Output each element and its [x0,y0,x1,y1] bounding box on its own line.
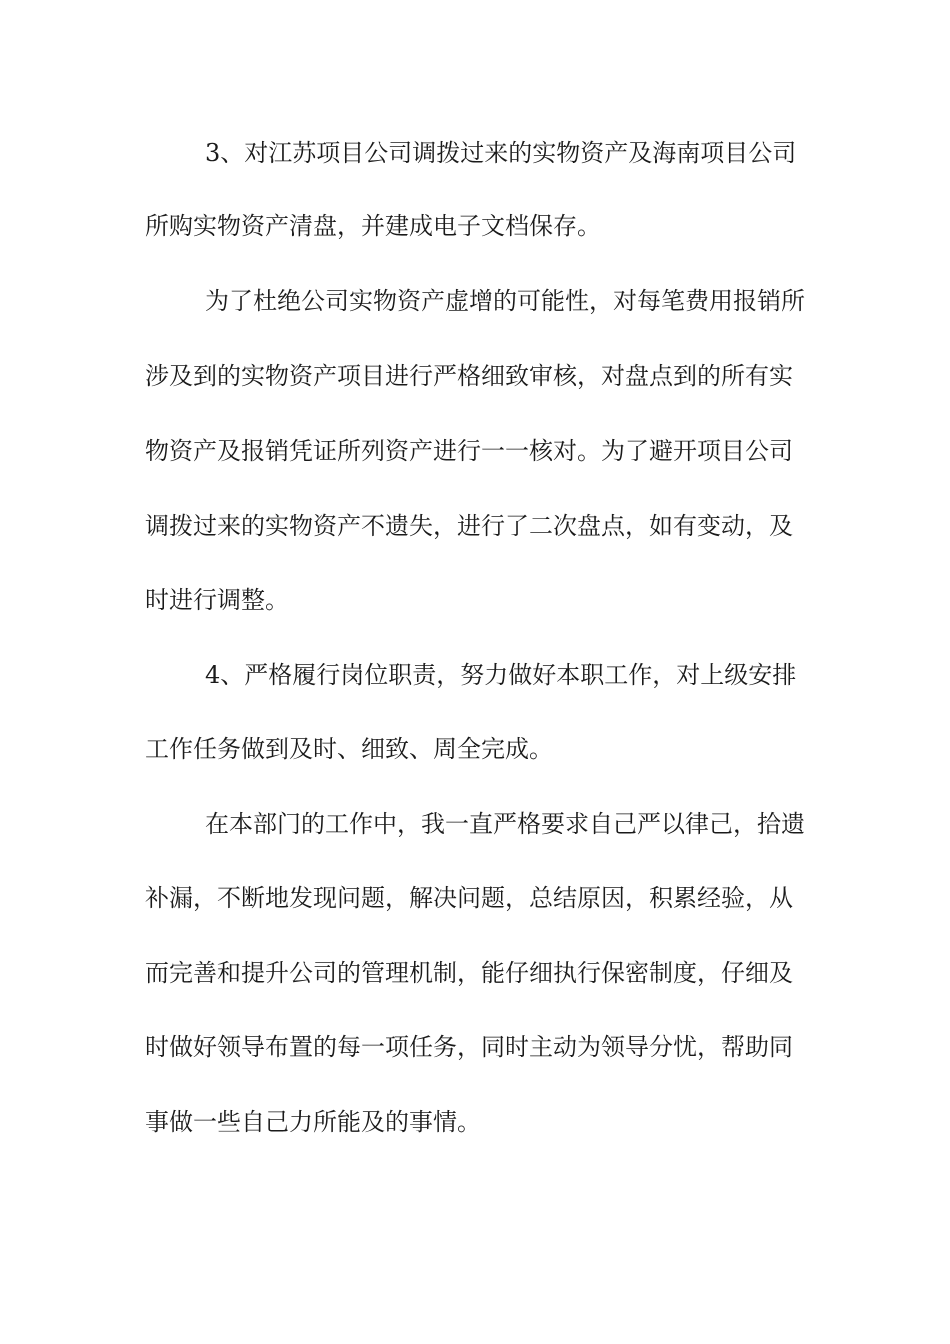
paragraph-2-line-5: 时进行调整。 [145,586,289,614]
paragraph-3-line-2: 工作任务做到及时、细致、周全完成。 [145,735,553,763]
paragraph-4-line-3: 而完善和提升公司的管理机制，能仔细执行保密制度，仔细及 [145,959,793,987]
paragraph-2-line-4: 调拨过来的实物资产不遗失，进行了二次盘点，如有变动，及 [145,512,793,540]
paragraph-2-line-1: 为了杜绝公司实物资产虚增的可能性，对每笔费用报销所 [205,287,805,315]
paragraph-4-line-1: 在本部门的工作中，我一直严格要求自己严以律己，拾遗 [205,810,805,838]
paragraph-1-line-2: 所购实物资产清盘，并建成电子文档保存。 [145,212,601,240]
paragraph-1-line-1: 3、对江苏项目公司调拨过来的实物资产及海南项目公司 [205,139,797,167]
paragraph-2-line-3: 物资产及报销凭证所列资产进行一一核对。为了避开项目公司 [145,437,793,465]
paragraph-3-line-1: 4、严格履行岗位职责，努力做好本职工作，对上级安排 [205,661,797,689]
paragraph-4-line-2: 补漏，不断地发现问题，解决问题，总结原因，积累经验，从 [145,884,793,912]
paragraph-4-line-5: 事做一些自己力所能及的事情。 [145,1108,481,1136]
paragraph-2-line-2: 涉及到的实物资产项目进行严格细致审核，对盘点到的所有实 [145,362,793,390]
paragraph-4-line-4: 时做好领导布置的每一项任务，同时主动为领导分忧，帮助同 [145,1033,793,1061]
